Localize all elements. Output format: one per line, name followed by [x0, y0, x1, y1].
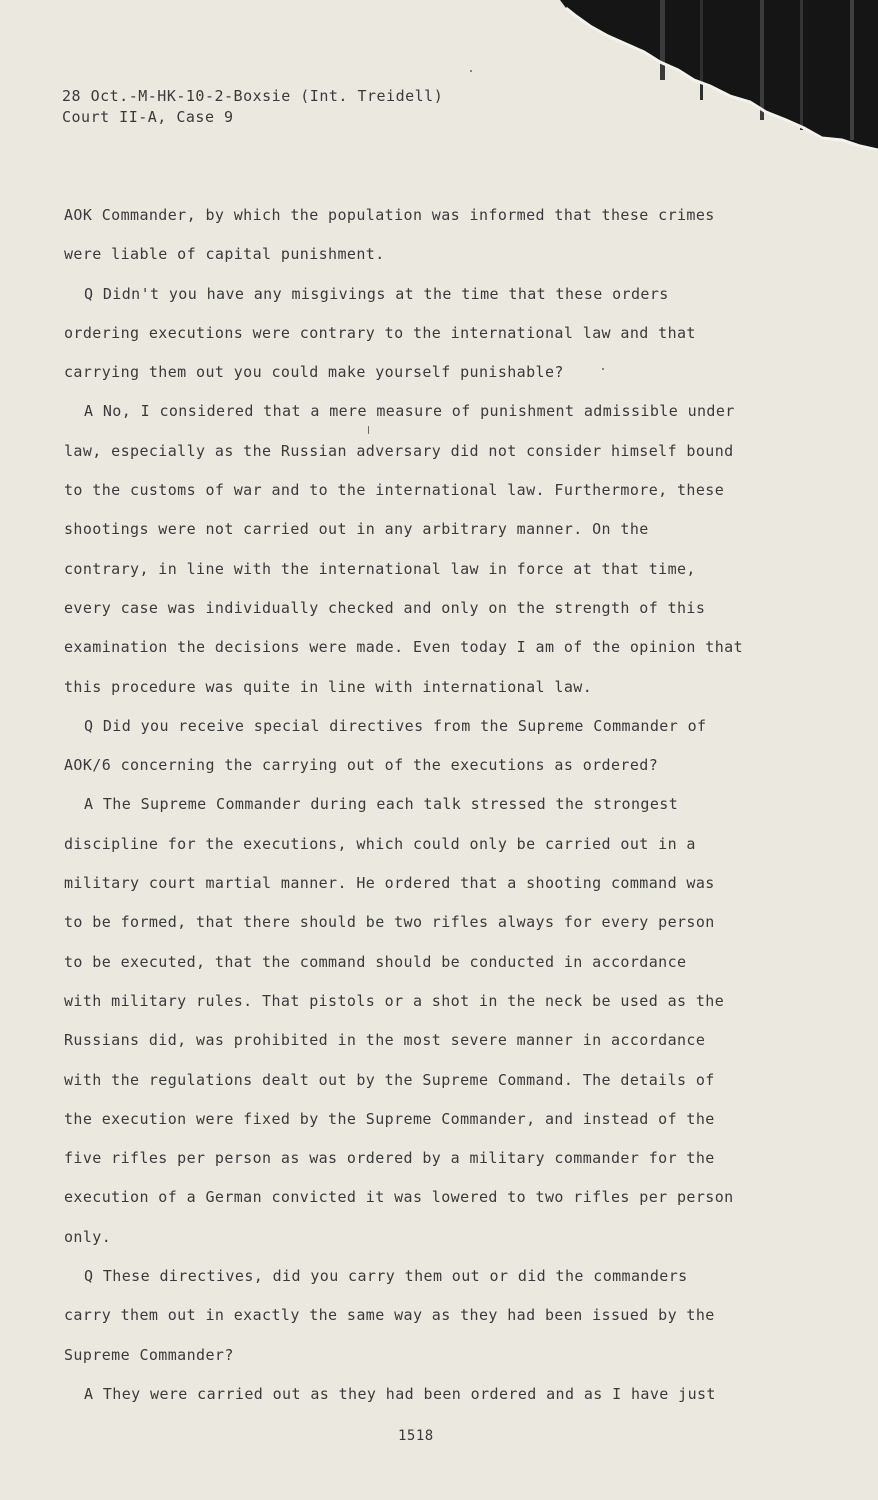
text-line: every case was individually checked and only on the strength of this [64, 598, 706, 617]
text-line: law, especially as the Russian adversary did not consider himself bound [64, 441, 734, 460]
text-line: to be formed, that there should be two rifles always for every person [64, 913, 715, 932]
paragraph [64, 1257, 804, 1375]
text-line: Q Didn't you have any misgivings at the time that these orders [84, 284, 669, 303]
text-line: to the customs of war and to the international law. Furthermore, these [64, 481, 725, 500]
text-line: discipline for the executions, which could only be carried out in a [64, 834, 696, 853]
transcript-body [64, 196, 804, 1414]
text-line: A They were carried out as they had been ordered and as I have just [84, 1384, 716, 1403]
paper-speck [368, 426, 369, 434]
text-line: execution of a German convicted it was lowered to two rifles per person [64, 1188, 734, 1207]
case-header [62, 86, 443, 128]
text-line: Q Did you receive special directives from the Supreme Commander of [84, 716, 707, 735]
text-line: this procedure was quite in line with international law. [64, 677, 593, 696]
header-line-2: Court II-A, Case 9 [62, 108, 234, 126]
text-line: with military rules. That pistols or a shot in the neck be used as the [64, 991, 725, 1010]
torn-corner [560, 0, 878, 150]
paper-speck [602, 368, 604, 370]
page-number: 1518 [398, 1428, 434, 1444]
text-line: A The Supreme Commander during each talk stressed the strongest [84, 795, 679, 814]
header-line-1: 28 Oct.-M-HK-10-2-Boxsie (Int. Treidell) [62, 87, 444, 105]
text-line: five rifles per person as was ordered by a military commander for the [64, 1149, 715, 1168]
text-line: were liable of capital punishment. [64, 245, 385, 264]
text-line: A No, I considered that a mere measure of punishment admissible under [84, 402, 735, 421]
text-line: Supreme Commander? [64, 1345, 234, 1364]
text-line: to be executed, that the command should be conducted in accordance [64, 952, 687, 971]
text-line: examination the decisions were made. Even today I am of the opinion that [64, 638, 744, 657]
paragraph [64, 275, 804, 393]
paragraph [64, 392, 804, 706]
text-line: carrying them out you could make yourself punishable? [64, 363, 564, 382]
text-line: with the regulations dealt out by the Supreme Command. The details of [64, 1070, 715, 1089]
text-line: the execution were fixed by the Supreme Commander, and instead of the [64, 1109, 715, 1128]
text-line: AOK/6 concerning the carrying out of the executions as ordered? [64, 756, 659, 775]
text-line: Russians did, was prohibited in the most severe manner in accordance [64, 1031, 706, 1050]
text-line: Q These directives, did you carry them out or did the commanders [84, 1267, 688, 1286]
paragraph [64, 196, 804, 275]
paragraph [64, 785, 804, 1257]
paragraph [64, 1375, 804, 1414]
text-line: military court martial manner. He ordered that a shooting command was [64, 874, 715, 893]
text-line: AOK Commander, by which the population was informed that these crimes [64, 206, 715, 224]
text-line: contrary, in line with the international law in force at that time, [64, 559, 696, 578]
paragraph [64, 707, 804, 786]
text-line: carry them out in exactly the same way as they had been issued by the [64, 1306, 715, 1325]
paper-speck [470, 70, 472, 72]
text-line: only. [64, 1227, 112, 1246]
text-line: ordering executions were contrary to the international law and that [64, 323, 696, 342]
text-line: shootings were not carried out in any arbitrary manner. On the [64, 520, 649, 539]
